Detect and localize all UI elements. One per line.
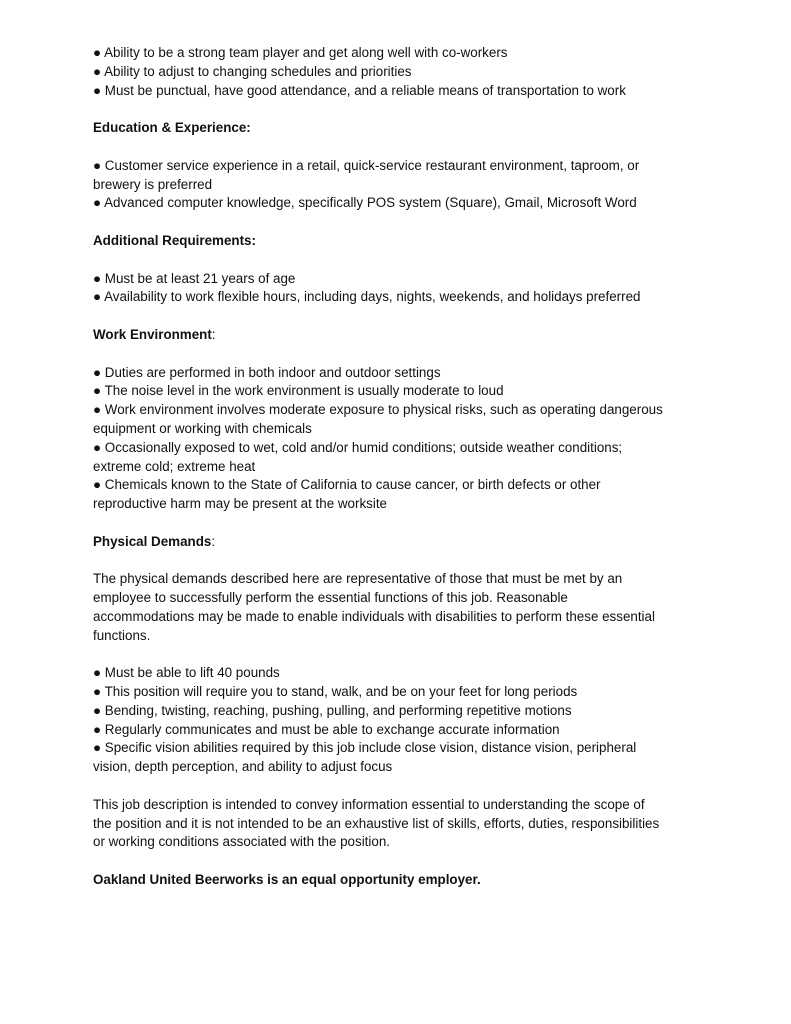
paragraph-line: The physical demands described here are representative of those that must be met by an [93, 571, 623, 587]
heading-text: Physical Demands [93, 533, 212, 549]
list-item [93, 683, 713, 702]
list-item: ● Ability to be a strong team player and get along well with co-workers [93, 45, 508, 60]
equal-opportunity-statement: Oakland United Beerworks is an equal opportunity employer. [93, 872, 481, 888]
paragraph-line: or working conditions associated with the position. [93, 834, 390, 850]
list-item [93, 364, 713, 383]
paragraph-line: accommodations may be made to enable individuals with disabilities to perform these essential [93, 608, 655, 624]
education-bullet-list [93, 157, 713, 213]
list-item-line: brewery is preferred [93, 176, 213, 192]
physical-demands-paragraph [93, 570, 713, 645]
list-item: ● Ability to adjust to changing schedules and priorities [93, 63, 412, 79]
section-heading-work-environment [93, 326, 713, 345]
intro-bullet-list [93, 44, 713, 100]
list-item [93, 476, 713, 514]
list-item [93, 702, 713, 721]
list-item [93, 194, 713, 213]
document-page [93, 44, 713, 890]
heading-colon: : [211, 326, 216, 342]
list-item-line: reproductive harm may be present at the worksite [93, 496, 387, 512]
list-item-line: ● Specific vision abilities required by this job include close vision, distance vision, peripheral [93, 740, 637, 756]
list-item: ● Must be punctual, have good attendance, and a reliable means of transportation to work [93, 82, 626, 98]
list-item-line: ● Chemicals known to the State of California to cause cancer, or birth defects or other [93, 477, 601, 493]
list-item [93, 157, 713, 195]
list-item [93, 721, 713, 740]
list-item-line: ● Occasionally exposed to wet, cold and/or humid conditions; outside weather conditions; [93, 439, 623, 455]
list-item-line: ● Must be able to lift 40 pounds [93, 665, 280, 681]
list-item-line: ● Duties are performed in both indoor and outdoor settings [93, 364, 441, 380]
heading-colon: : [211, 533, 216, 549]
work-environment-bullet-list [93, 364, 713, 514]
additional-bullet-list [93, 270, 713, 308]
list-item-line: ● Work environment involves moderate exposure to physical risks, such as operating dangerous [93, 402, 663, 418]
list-item [93, 664, 713, 683]
list-item [93, 739, 713, 777]
list-item-line: ● Bending, twisting, reaching, pushing, pulling, and performing repetitive motions [93, 702, 572, 718]
list-item-line: ● Customer service experience in a retail, quick-service restaurant environment, taproom, or [93, 157, 640, 173]
physical-demands-bullet-list [93, 664, 713, 777]
list-item [93, 401, 713, 439]
disclaimer-paragraph [93, 796, 713, 852]
list-item-line: ● The noise level in the work environment is usually moderate to loud [93, 383, 504, 399]
paragraph-line: the position and it is not intended to be an exhaustive list of skills, efforts, duties, responsibilities [93, 815, 660, 831]
section-heading-additional: Additional Requirements: [93, 232, 256, 248]
list-item-line: ● Regularly communicates and must be able to exchange accurate information [93, 721, 560, 737]
list-item [93, 439, 713, 477]
list-item: ● Must be at least 21 years of age [93, 270, 296, 286]
paragraph-line: This job description is intended to convey information essential to understanding the scope of [93, 796, 645, 812]
paragraph-line: employee to successfully perform the essential functions of this job. Reasonable [93, 590, 568, 606]
list-item [93, 382, 713, 401]
list-item-line: equipment or working with chemicals [93, 420, 312, 436]
list-item-line: extreme cold; extreme heat [93, 458, 256, 474]
list-item-line: vision, depth perception, and ability to adjust focus [93, 759, 393, 775]
paragraph-line: functions. [93, 627, 151, 643]
section-heading-physical-demands [93, 533, 713, 552]
heading-text: Work Environment [93, 326, 212, 342]
list-item: ● Availability to work flexible hours, including days, nights, weekends, and holidays preferred [93, 289, 641, 305]
section-heading-education: Education & Experience: [93, 120, 251, 136]
list-item-line: ● This position will require you to stand, walk, and be on your feet for long periods [93, 684, 578, 700]
list-item-line: ● Advanced computer knowledge, specifically POS system (Square), Gmail, Microsoft Word [93, 195, 637, 211]
